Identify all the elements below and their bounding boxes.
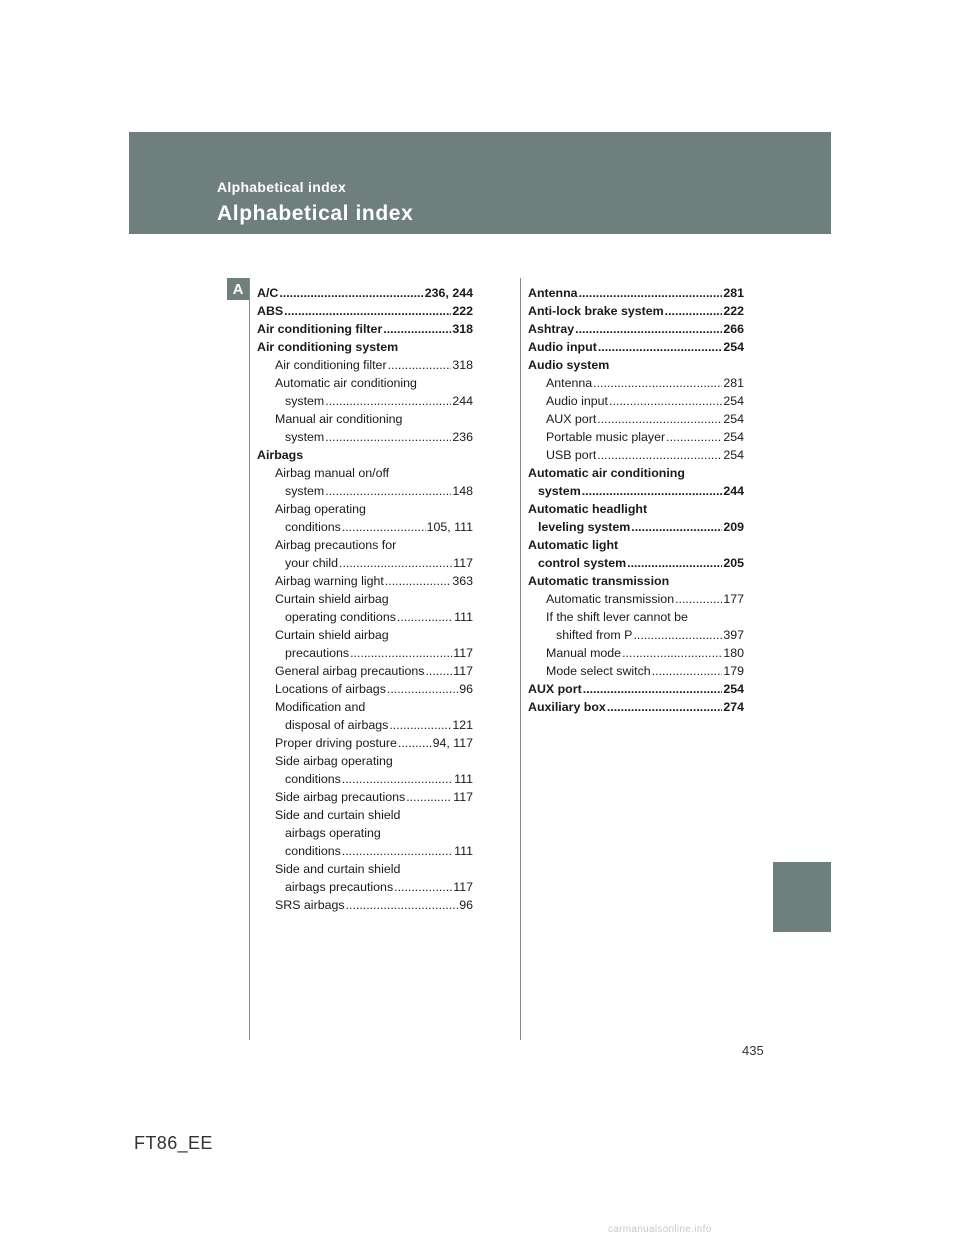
index-page-ref: 117 bbox=[453, 880, 473, 894]
dot-leader bbox=[622, 644, 722, 662]
index-term: USB port bbox=[546, 448, 597, 462]
index-page-ref: 244 bbox=[452, 394, 473, 408]
dot-leader bbox=[607, 698, 723, 716]
index-term: Automatic transmission bbox=[528, 574, 670, 588]
index-entry bbox=[528, 374, 744, 392]
index-term: conditions bbox=[285, 520, 341, 534]
index-page-ref: 117 bbox=[453, 556, 473, 570]
index-entry bbox=[528, 392, 744, 410]
index-page-ref: 266 bbox=[723, 322, 744, 336]
index-column-left bbox=[257, 284, 473, 914]
index-term: system bbox=[285, 394, 325, 408]
index-page-ref: 96 bbox=[459, 682, 473, 696]
index-entry bbox=[528, 644, 744, 662]
index-page-ref: 121 bbox=[452, 718, 473, 732]
index-term: disposal of airbags bbox=[285, 718, 389, 732]
index-page-ref: 244 bbox=[723, 484, 744, 498]
index-entry bbox=[528, 320, 744, 338]
index-entry bbox=[528, 410, 744, 428]
dot-leader bbox=[325, 428, 451, 446]
index-page-ref: 205 bbox=[723, 556, 744, 570]
index-term: Audio system bbox=[528, 358, 610, 372]
index-page-ref: 117 bbox=[453, 790, 473, 804]
index-entry bbox=[257, 302, 473, 320]
index-term: AUX port bbox=[546, 412, 597, 426]
index-term: operating conditions bbox=[285, 610, 396, 624]
index-term: Antenna bbox=[528, 286, 578, 300]
dot-leader bbox=[609, 392, 722, 410]
index-page-ref: 117 bbox=[453, 664, 473, 678]
index-term: General airbag precautions bbox=[275, 664, 425, 678]
dot-leader bbox=[631, 518, 722, 536]
index-term: your child bbox=[285, 556, 339, 570]
index-column-right bbox=[528, 284, 744, 716]
dot-leader bbox=[597, 446, 722, 464]
dot-leader bbox=[394, 878, 452, 896]
index-page-ref: 236 bbox=[452, 430, 473, 444]
index-page-ref: 111 bbox=[454, 610, 473, 624]
index-term: system bbox=[538, 484, 581, 498]
index-entry bbox=[528, 572, 744, 590]
index-entry bbox=[257, 662, 473, 680]
index-entry bbox=[528, 428, 744, 446]
index-entry bbox=[528, 464, 744, 482]
index-page-ref: 274 bbox=[723, 700, 744, 714]
index-page-ref: 148 bbox=[452, 484, 473, 498]
index-term: airbags precautions bbox=[285, 880, 394, 894]
dot-leader bbox=[666, 428, 722, 446]
index-entry bbox=[257, 446, 473, 464]
index-page-ref: 209 bbox=[723, 520, 744, 534]
index-entry bbox=[257, 356, 473, 374]
index-term: If the shift lever cannot be bbox=[546, 610, 688, 624]
index-term: Air conditioning filter bbox=[275, 358, 387, 372]
index-term: Proper driving posture bbox=[275, 736, 397, 750]
index-page-ref: 222 bbox=[723, 304, 744, 318]
dot-leader bbox=[388, 356, 452, 374]
index-entry bbox=[257, 734, 473, 752]
dot-leader bbox=[383, 320, 451, 338]
dot-leader bbox=[389, 716, 451, 734]
chapter-side-tab bbox=[773, 862, 831, 932]
index-page-ref: 180 bbox=[723, 646, 744, 660]
dot-leader bbox=[342, 842, 453, 860]
index-page-ref: 363 bbox=[452, 574, 473, 588]
index-term: Automatic headlight bbox=[528, 502, 648, 516]
index-page-ref: 281 bbox=[723, 376, 744, 390]
index-term: Audio input bbox=[546, 394, 609, 408]
index-entry bbox=[257, 392, 473, 410]
index-entry bbox=[257, 860, 473, 878]
index-entry bbox=[257, 842, 473, 860]
dot-leader bbox=[633, 626, 722, 644]
index-term: Mode select switch bbox=[546, 664, 651, 678]
dot-leader bbox=[398, 734, 432, 752]
index-entry bbox=[528, 698, 744, 716]
index-term: Anti-lock brake system bbox=[528, 304, 664, 318]
page-title: Alphabetical index bbox=[217, 202, 414, 225]
dot-leader bbox=[627, 554, 722, 572]
index-entry bbox=[528, 284, 744, 302]
dot-leader bbox=[579, 284, 723, 302]
index-entry bbox=[257, 806, 473, 824]
dot-leader bbox=[350, 644, 452, 662]
dot-leader bbox=[597, 410, 722, 428]
index-page-ref: 117 bbox=[453, 646, 473, 660]
index-page-ref: 318 bbox=[452, 358, 473, 372]
index-page-ref: 96 bbox=[459, 898, 473, 912]
dot-leader bbox=[575, 320, 722, 338]
dot-leader bbox=[675, 590, 722, 608]
index-term: Side airbag precautions bbox=[275, 790, 406, 804]
index-entry bbox=[528, 626, 744, 644]
index-entry bbox=[257, 590, 473, 608]
index-term: airbags operating bbox=[285, 826, 381, 840]
index-entry bbox=[257, 788, 473, 806]
index-term: system bbox=[285, 484, 325, 498]
index-page-ref: 105, 111 bbox=[426, 520, 473, 534]
index-term: ABS bbox=[257, 304, 284, 318]
index-entry bbox=[257, 410, 473, 428]
index-page-ref: 236, 244 bbox=[424, 286, 473, 300]
index-entry bbox=[528, 590, 744, 608]
index-page-ref: 254 bbox=[723, 448, 744, 462]
index-entry bbox=[257, 716, 473, 734]
index-term: Curtain shield airbag bbox=[275, 592, 389, 606]
index-term: Air conditioning filter bbox=[257, 322, 383, 336]
index-term: leveling system bbox=[538, 520, 631, 534]
index-term: Automatic light bbox=[528, 538, 619, 552]
index-entry bbox=[257, 608, 473, 626]
dot-leader bbox=[425, 662, 452, 680]
index-entry bbox=[257, 680, 473, 698]
index-entry bbox=[257, 752, 473, 770]
dot-leader bbox=[406, 788, 452, 806]
index-entry bbox=[528, 338, 744, 356]
index-term: Audio input bbox=[528, 340, 597, 354]
index-term: Airbag warning light bbox=[275, 574, 384, 588]
dot-leader bbox=[665, 302, 723, 320]
index-entry bbox=[528, 662, 744, 680]
index-page-ref: 222 bbox=[452, 304, 473, 318]
index-page-ref: 254 bbox=[723, 682, 744, 696]
page-number: 435 bbox=[742, 1043, 764, 1058]
dot-leader bbox=[385, 572, 451, 590]
index-term: Automatic transmission bbox=[546, 592, 675, 606]
dot-leader bbox=[598, 338, 722, 356]
index-entry bbox=[257, 824, 473, 842]
index-page-ref: 111 bbox=[454, 772, 473, 786]
index-term: control system bbox=[538, 556, 627, 570]
index-page-ref: 318 bbox=[452, 322, 473, 336]
column-divider-left bbox=[249, 278, 250, 1040]
index-term: Airbag operating bbox=[275, 502, 366, 516]
index-term: Curtain shield airbag bbox=[275, 628, 389, 642]
index-entry bbox=[257, 626, 473, 644]
index-entry bbox=[257, 284, 473, 302]
watermark: carmanualsonline.info bbox=[608, 1224, 712, 1235]
index-entry bbox=[257, 536, 473, 554]
dot-leader bbox=[583, 680, 723, 698]
index-entry bbox=[257, 878, 473, 896]
index-term: Portable music player bbox=[546, 430, 666, 444]
index-term: Air conditioning system bbox=[257, 340, 399, 354]
index-entry bbox=[528, 482, 744, 500]
index-entry bbox=[528, 554, 744, 572]
index-term: Auxiliary box bbox=[528, 700, 606, 714]
index-term: Manual air conditioning bbox=[275, 412, 403, 426]
index-term: Modification and bbox=[275, 700, 366, 714]
index-term: Automatic air conditioning bbox=[528, 466, 685, 480]
index-term: precautions bbox=[285, 646, 350, 660]
header-subtitle: Alphabetical index bbox=[217, 179, 347, 195]
dot-leader bbox=[284, 302, 451, 320]
index-entry bbox=[528, 500, 744, 518]
dot-leader bbox=[279, 284, 423, 302]
index-term: conditions bbox=[285, 844, 341, 858]
index-term: Airbag precautions for bbox=[275, 538, 397, 552]
index-page-ref: 177 bbox=[723, 592, 744, 606]
index-entry bbox=[257, 338, 473, 356]
index-page-ref: 281 bbox=[723, 286, 744, 300]
dot-leader bbox=[652, 662, 723, 680]
index-entry bbox=[257, 374, 473, 392]
index-term: Automatic air conditioning bbox=[275, 376, 417, 390]
index-entry bbox=[528, 302, 744, 320]
index-entry bbox=[528, 608, 744, 626]
index-page-ref: 397 bbox=[723, 628, 744, 642]
dot-leader bbox=[342, 518, 426, 536]
index-page-ref: 179 bbox=[723, 664, 744, 678]
dot-leader bbox=[387, 680, 458, 698]
index-term: Side airbag operating bbox=[275, 754, 393, 768]
index-entry bbox=[528, 536, 744, 554]
index-term: system bbox=[285, 430, 325, 444]
index-entry bbox=[528, 680, 744, 698]
dot-leader bbox=[582, 482, 723, 500]
index-entry bbox=[528, 518, 744, 536]
index-entry bbox=[257, 482, 473, 500]
index-page-ref: 254 bbox=[723, 430, 744, 444]
index-entry bbox=[257, 518, 473, 536]
index-term: A/C bbox=[257, 286, 279, 300]
index-entry bbox=[257, 320, 473, 338]
index-term: Side and curtain shield bbox=[275, 808, 401, 822]
column-divider-right bbox=[520, 278, 521, 1040]
index-term: Airbags bbox=[257, 448, 304, 462]
index-entry bbox=[257, 770, 473, 788]
dot-leader bbox=[342, 770, 453, 788]
index-term: Ashtray bbox=[528, 322, 575, 336]
index-term: AUX port bbox=[528, 682, 582, 696]
dot-leader bbox=[346, 896, 459, 914]
index-entry bbox=[257, 698, 473, 716]
index-entry bbox=[257, 464, 473, 482]
index-entry bbox=[528, 446, 744, 464]
index-page-ref: 94, 117 bbox=[432, 736, 473, 750]
index-page-ref: 254 bbox=[723, 394, 744, 408]
index-term: Locations of airbags bbox=[275, 682, 386, 696]
index-term: Antenna bbox=[546, 376, 593, 390]
index-entry bbox=[528, 356, 744, 374]
index-term: Airbag manual on/off bbox=[275, 466, 390, 480]
index-entry bbox=[257, 554, 473, 572]
dot-leader bbox=[339, 554, 452, 572]
index-entry bbox=[257, 572, 473, 590]
index-term: conditions bbox=[285, 772, 341, 786]
index-term: Manual mode bbox=[546, 646, 622, 660]
dot-leader bbox=[593, 374, 722, 392]
document-code: FT86_EE bbox=[134, 1133, 213, 1153]
index-term: shifted from P bbox=[556, 628, 633, 642]
dot-leader bbox=[325, 482, 451, 500]
section-header bbox=[129, 132, 831, 234]
index-entry bbox=[257, 428, 473, 446]
index-page-ref: 111 bbox=[454, 844, 473, 858]
index-entry bbox=[257, 896, 473, 914]
dot-leader bbox=[397, 608, 453, 626]
section-letter-tab: A bbox=[227, 278, 249, 300]
index-term: SRS airbags bbox=[275, 898, 345, 912]
index-page-ref: 254 bbox=[723, 412, 744, 426]
index-entry bbox=[257, 644, 473, 662]
index-term: Side and curtain shield bbox=[275, 862, 401, 876]
dot-leader bbox=[325, 392, 451, 410]
index-entry bbox=[257, 500, 473, 518]
index-page-ref: 254 bbox=[723, 340, 744, 354]
